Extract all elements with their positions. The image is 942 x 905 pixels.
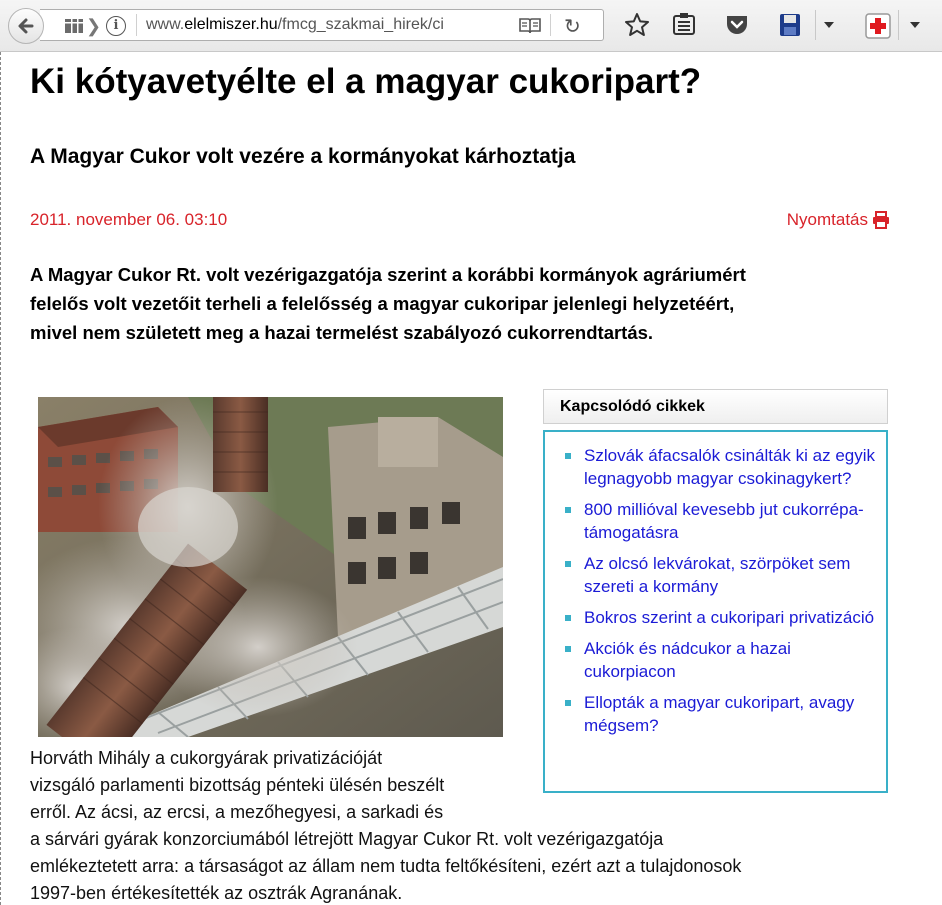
url-bar[interactable] xyxy=(40,9,604,41)
body-line: Horváth Mihály a cukorgyárak privatizációját xyxy=(30,748,383,768)
related-articles-heading: Kapcsolódó cikkek xyxy=(543,389,888,424)
back-icon xyxy=(16,16,36,36)
tab-grid-icon[interactable] xyxy=(64,18,84,34)
reload-icon[interactable]: ↻ xyxy=(564,16,581,38)
lead-line: A Magyar Cukor Rt. volt vezérigazgatója szerint a korábbi kormányok agráriumért xyxy=(30,264,746,285)
url-text[interactable]: www.elelmiszer.hu/fmcg_szakmai_hirek/ci xyxy=(146,16,444,33)
lead-line: felelős volt vezetőit terheli a felelősség a magyar cukoripar jelenlegi helyzetéért, xyxy=(30,293,735,314)
body-line: a sárvári gyárak konzorciumából létrejött Magyar Cukor Rt. volt vezérigazgatója xyxy=(30,829,664,849)
related-article-link[interactable]: Akciók és nádcukor a hazai cukorpiacon xyxy=(565,637,886,683)
article-title: Ki kótyavetyélte el a magyar cukoripart? xyxy=(30,62,702,101)
divider xyxy=(898,10,899,40)
divider xyxy=(136,14,137,36)
print-button[interactable] xyxy=(787,210,890,230)
divider xyxy=(815,10,816,40)
article-body xyxy=(30,745,741,905)
browser-toolbar xyxy=(0,0,942,52)
addon-red-cross-icon[interactable] xyxy=(864,12,892,40)
related-article-link[interactable]: Ellopták a magyar cukoripart, avagy mégsem? xyxy=(565,691,886,737)
body-line: emlékeztetett arra: a társaságot az állam nem tudta feltőkésíteni, ezért azt a tulajdonosok xyxy=(30,856,742,876)
related-article-link[interactable]: Szlovák áfacsalók csinálták ki az egyik legnagyobb magyar csokinagykert? xyxy=(565,444,886,490)
body-line: erről. Az ácsi, az ercsi, a mezőhegyesi, a sarkadi és xyxy=(30,802,444,822)
print-label: Nyomtatás xyxy=(786,210,868,229)
related-articles-box xyxy=(543,430,888,793)
save-icon[interactable] xyxy=(778,12,802,38)
related-articles-list xyxy=(565,444,886,737)
chevron-right-icon: ❯ xyxy=(86,16,102,36)
article-lead xyxy=(30,260,910,347)
reader-view-icon[interactable] xyxy=(518,17,542,35)
article-date: 2011. november 06. 03:10 xyxy=(30,210,228,229)
back-button[interactable] xyxy=(8,8,44,44)
related-article-link[interactable]: Az olcsó lekvárokat, szörpöket sem szereti a kormány xyxy=(565,552,886,598)
dropdown-icon[interactable] xyxy=(908,20,922,30)
related-article-link[interactable]: 800 millióval kevesebb jut cukorrépa-támogatásra xyxy=(565,498,886,544)
divider xyxy=(550,14,551,36)
bookmark-star-icon[interactable] xyxy=(624,12,650,38)
pocket-icon[interactable] xyxy=(724,12,750,38)
related-article-link[interactable]: Bokros szerint a cukoripari privatizáció xyxy=(565,606,886,629)
printer-icon xyxy=(872,211,890,229)
article-subtitle: A Magyar Cukor volt vezére a kormányokat kárhoztatja xyxy=(30,145,576,168)
page-edge xyxy=(0,52,1,905)
body-line: vizsgáló parlamenti bizottság pénteki ülésén beszélt xyxy=(30,775,445,795)
reading-list-icon[interactable] xyxy=(672,12,696,38)
dropdown-icon[interactable] xyxy=(822,20,836,30)
body-line: 1997-ben értékesítették az osztrák Agranának. xyxy=(30,883,403,903)
article-photo xyxy=(38,397,503,737)
info-icon[interactable]: i xyxy=(106,16,126,36)
lead-line: mivel nem született meg a hazai termelést szabályozó cukorrendtartás. xyxy=(30,322,654,343)
